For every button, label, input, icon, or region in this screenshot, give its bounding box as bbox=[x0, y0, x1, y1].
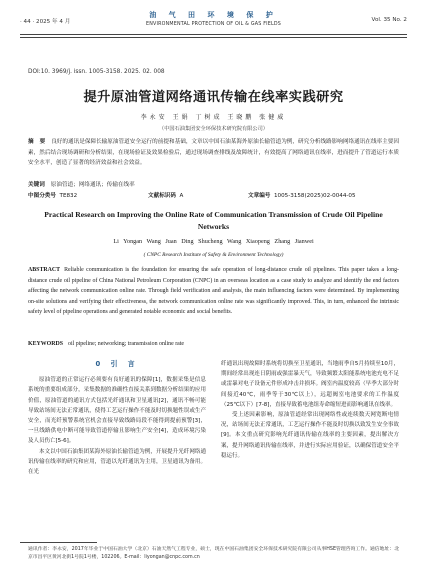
article-number: 文章编号 1005-3158(2025)02-0044-05 bbox=[248, 193, 356, 199]
header-volume-info: Vol. 35 No. 2 bbox=[371, 17, 407, 23]
body-column-right bbox=[221, 359, 399, 461]
abstract-cn-text: 良好的通讯是保障长输原油管道安全运行的前提和基础，文章以中国石油某海外原油长输管道为例，研究分析线路影响网络通讯在线率主要因素，然后结合现场调研和分析结果，在现场验证及效果检验后，通过现场调查排线及故障统计，有效提高了网络通讯在线率，进而提升了管道运行本质安全水平，创造了显著的经济效益和社会效益。 bbox=[28, 139, 399, 167]
keywords-cn-text: 原油管道；网络通讯；传输在线率 bbox=[50, 182, 135, 188]
abstract-en-label: ABSTRACT bbox=[28, 267, 61, 273]
paper-title-en: Practical Research on Improving the Online Rate of Communication Transmission of Crude Oil Pipeline Networks bbox=[44, 210, 383, 231]
doi: DOI:10. 3969/j. issn. 1005-3158. 2025. 02. 008 bbox=[28, 69, 165, 75]
header-rule-top bbox=[20, 34, 407, 35]
body-paragraph: 受上述因素影响，原油管道经常出现网络性或连续数天网宽断电情况，站场间无法正常通讯，工艺运行操作不能及时切换以致发生安全事故[9]。本文重点研究影响光纤通讯传输在线率的主要因素，提出解决方案，提升网络通讯传输在线率，并进行实际应用验证，以确保管道安全平稳运行。 bbox=[221, 412, 399, 459]
authors-en: Li Yongan Wang Juan Ding Shucheng Wang Xiaopeng Zhang Jianwei bbox=[113, 238, 314, 245]
keywords-en bbox=[28, 341, 399, 347]
footnote: 通讯作者：李永安，2017年毕业于中国石油大学（北京）石油天然气工程专业，硕士，现在中国石油集团安全环保技术研究院有限公司从事HSE管理咨询工作。通信地址：北京市昌平区黄河北街1号院1号楼，102206。E-mail：liyongan@cnpc.com.cn bbox=[28, 547, 399, 561]
abstract-cn bbox=[28, 137, 399, 169]
body-column-left bbox=[28, 359, 206, 477]
journal-title-cn: 油 气 田 环 境 保 护 bbox=[149, 11, 278, 19]
footnote-rule bbox=[20, 542, 97, 543]
document-code: 文献标识码 A bbox=[148, 193, 184, 199]
abstract-en-text: Reliable communication is the foundation for ensuring the safe operation of long-distance crude oil pipelines. This paper takes a long-distance crude oil pipeline of China National Petroleum Corporation (CNPC) in an overseas location as a case study to analyze and identify the end factors affecting the network communication online rate. Through field verification and analysis, the main influencing factors were determined. By implementing on-site solutions and verifying their effectiveness, the network communication online rate was significantly improved. This, in turn, enhanced the intrinsic safety level of pipeline operations and generated notable economic and social benefits. bbox=[28, 267, 399, 316]
body-paragraph: 原油管道的正常运行必须要有良好通讯的保障[1]，数据采集是信息系统的重要组成部分，采集数据的准确性直接关系到数据分析结果的应用价值，原油管道的通讯方式包括光纤通讯和卫星通讯[2]，通讯不畅可能导致站场间无法正常通讯，使得工艺运行操作不能及时切换题性误或生产安全，而光纤预警系统官机会直接导致线路局段不能得到提前预警[3]，一旦线路供电中断可能导致管道停输且影响生产安全[4]，造成环境污染及人员伤亡[5-6]。 bbox=[28, 377, 206, 445]
header-journal-name bbox=[110, 10, 317, 27]
section-heading-introduction: 0 引 言 bbox=[95, 360, 139, 368]
body-paragraph: 纤通讯出现故障时系统将切换至卫星通讯，当地雨季自5月持续至10月，期间经常出现连日阴雨或强雷暴天气，导致频繁太阳能系统电池充电不足或雷暴对电子设备元件形成冲击并损坏。阀室内温度较高（早季大部分时间接近40℃，雨季等于30℃以上），远超阀室电池要求的工作温度（25℃以下）[7-8]，直接导致蓄电池组寿命缩短进而影响通讯在线率。 bbox=[221, 361, 399, 408]
header-rule-bottom bbox=[20, 37, 407, 38]
keywords-en-label: KEYWORDS bbox=[28, 341, 64, 347]
header-page-info: · 44 · 2025 年 4 月 bbox=[20, 19, 71, 25]
keywords-cn-label: 关键词 bbox=[28, 182, 45, 188]
body-paragraph: 本文以中国石油集团某海外原油长输管道为例，开展提升光纤网络通讯传输在线率的研究和应用，管道以光纤通讯为主用，卫星通讯为备用。在光 bbox=[28, 448, 206, 476]
paper-title-cn: 提升原油管道网络通讯传输在线率实践研究 bbox=[83, 90, 344, 105]
keywords-en-text: oil pipeline; networking; transmission online rate bbox=[68, 341, 185, 347]
authors-cn: 李永安 王娟 丁树成 王晓鹏 张健威 bbox=[140, 114, 287, 121]
abstract-cn-label: 摘 要 bbox=[28, 139, 48, 145]
journal-header bbox=[20, 9, 407, 33]
journal-title-en: ENVIRONMENTAL PROTECTION OF OIL & GAS FIELDS bbox=[145, 22, 282, 27]
affiliation-cn: （中国石油集团安全环保技术研究院有限公司） bbox=[159, 126, 268, 132]
affiliation-en: ( CNPC Research Institute of Safety & Environment Technology) bbox=[143, 252, 284, 258]
clc-number: 中图分类号 TE832 bbox=[28, 193, 78, 199]
keywords-cn bbox=[28, 180, 399, 188]
abstract-en bbox=[28, 265, 399, 318]
